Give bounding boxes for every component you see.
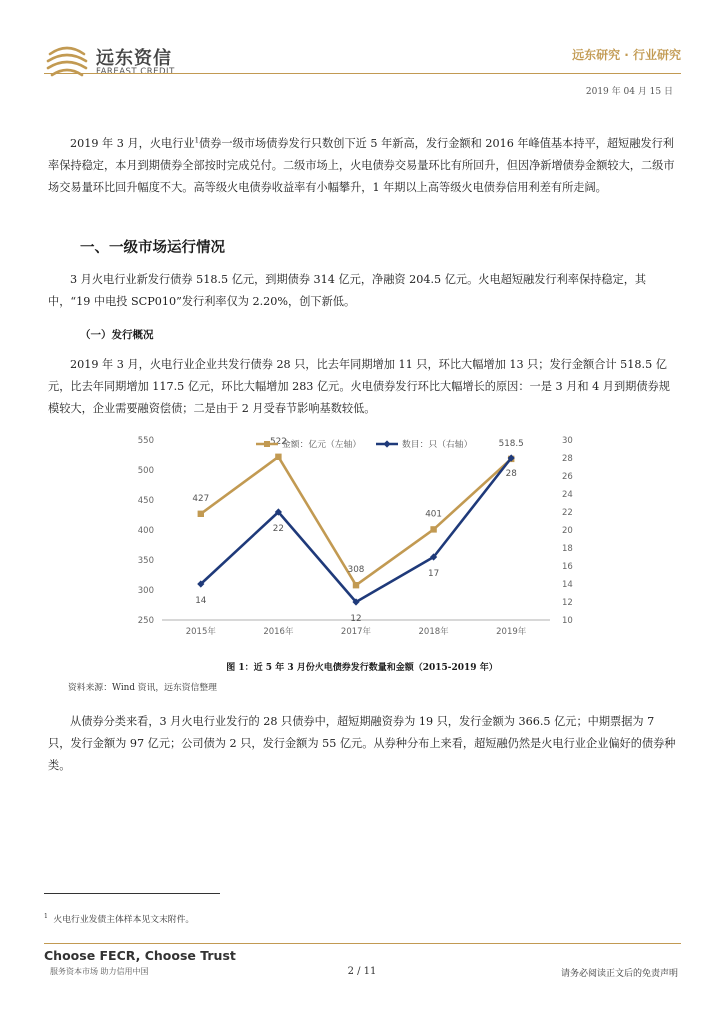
issuance-line-chart bbox=[130, 430, 600, 645]
x-tick-label: 2015年 bbox=[185, 627, 216, 637]
section-paragraph: 3 月火电行业新发行债券 518.5 亿元，到期债券 314 亿元，净融资 204.5 亿元。火电超短融发行利率保持稳定，其中，“19 中电投 SCP010”发行利率仅为 2.20%，创下新低。 bbox=[48, 273, 647, 308]
bond-type-paragraph: 从债券分类来看，3 月火电行业发行的 28 只债券中，超短期融资券为 19 只，发行金额为 366.5 亿元；中期票据为 7 只，发行金额为 97 亿元；公司债为 2 只，发行金额为 55 亿元。从券种分布上来看，超短融仍然是火电行业企业偏好的债券种类。 bbox=[48, 715, 676, 772]
series-marker-1 bbox=[198, 511, 204, 517]
amount-data-label: 522 bbox=[270, 436, 287, 447]
footer-subtitle: 服务资本市场 助力信用中国 bbox=[50, 967, 149, 976]
report-section-label: 远东研究 · 行业研究 bbox=[572, 48, 681, 62]
company-logo bbox=[44, 40, 209, 80]
footnote-reference: 1 bbox=[194, 136, 200, 145]
x-tick-label: 2017年 bbox=[340, 627, 372, 637]
amount-data-label: 427 bbox=[192, 493, 210, 504]
y-right-tick-label: 22 bbox=[562, 508, 573, 518]
y-right-tick-label: 30 bbox=[562, 436, 573, 446]
section-heading: 一、一级市场运行情况 bbox=[80, 240, 225, 256]
footer-disclaimer: 请务必阅读正文后的免责声明 bbox=[560, 969, 678, 979]
y-right-tick-label: 20 bbox=[562, 526, 573, 536]
y-left-tick-label: 350 bbox=[137, 556, 154, 566]
subsection-paragraph: 2019 年 3 月，火电行业企业共发行债券 28 只，比去年同期增加 11 只，环比大幅增加 13 只；发行金额合计 518.5 亿元，比去年同期增加 117.5 亿元，环比大幅增加 283 亿元。火电债券发行环比大幅增长的原因：一是 3 月和 4 月到期债券规模较大，企业需要融资偿债；二是由于 2 月受春节影响基数较低。 bbox=[48, 358, 670, 415]
legend-marker-1 bbox=[264, 441, 270, 447]
y-left-tick-label: 500 bbox=[137, 466, 154, 476]
y-right-tick-label: 24 bbox=[562, 490, 573, 500]
header-divider bbox=[44, 73, 681, 74]
amount-data-label: 308 bbox=[347, 565, 365, 576]
series-marker-1 bbox=[275, 454, 281, 460]
footnote-divider bbox=[44, 893, 220, 894]
y-right-tick-label: 28 bbox=[562, 454, 573, 464]
legend-marker-2 bbox=[383, 440, 390, 447]
page-number: 2 / 11 bbox=[347, 966, 377, 977]
legend-label-2: 数目：只（右轴） bbox=[402, 440, 473, 450]
count-data-label: 28 bbox=[505, 469, 517, 479]
x-tick-label: 2016年 bbox=[263, 627, 294, 637]
report-date: 2019 年 04 月 15 日 bbox=[585, 87, 673, 97]
intro-paragraph bbox=[48, 133, 678, 199]
footnote-number: 1 bbox=[44, 913, 48, 921]
y-right-tick-label: 18 bbox=[562, 544, 573, 554]
logo-mark-icon bbox=[44, 40, 90, 80]
series-marker-1 bbox=[353, 582, 359, 588]
y-right-tick-label: 26 bbox=[562, 472, 573, 482]
x-tick-label: 2019年 bbox=[496, 627, 527, 637]
y-left-tick-label: 550 bbox=[137, 436, 154, 446]
footnote-text: 火电行业发债主体样本见文末附件。 bbox=[53, 915, 195, 925]
footer-slogan: Choose FECR, Choose Trust bbox=[44, 948, 236, 963]
series-marker-1 bbox=[430, 526, 436, 532]
intro-text-rest: 债券一级市场债券发行只数创下近 5 年新高，发行金额和 2016 年峰值基本持平，超短融发行利率保持稳定，本月到期债券全部按时完成兑付。二级市场上，火电债券交易量环比有所回升，但因净新增债券金额较大，二级市场交易量环比回升幅度不大。高等级火电债券收益率有小幅攀升，1 年期以上高等级火电债券信用利差有所走阔。 bbox=[48, 137, 675, 194]
y-right-tick-label: 10 bbox=[562, 616, 573, 626]
x-tick-label: 2018年 bbox=[418, 627, 449, 637]
amount-data-label: 401 bbox=[425, 509, 442, 520]
count-data-label: 12 bbox=[350, 614, 362, 624]
count-data-label: 22 bbox=[272, 524, 285, 534]
count-data-label: 17 bbox=[427, 569, 440, 579]
intro-text-start: 2019 年 3 月，火电行业 bbox=[70, 137, 195, 150]
y-right-tick-label: 16 bbox=[562, 562, 573, 572]
figure-caption: 图 1：近 5 年 3 月份火电债券发行数量和金额（2015-2019 年） bbox=[226, 663, 498, 673]
logo-english-name: FAREAST CREDIT bbox=[96, 67, 175, 77]
figure-source: 资料来源：Wind 资讯，远东资信整理 bbox=[68, 683, 217, 693]
y-left-tick-label: 450 bbox=[137, 496, 154, 506]
footnote bbox=[44, 912, 194, 925]
subsection-heading: （一）发行概况 bbox=[80, 329, 154, 341]
amount-data-label: 518.5 bbox=[498, 438, 524, 449]
y-left-tick-label: 250 bbox=[137, 616, 154, 626]
y-left-tick-label: 400 bbox=[137, 526, 154, 536]
count-data-label: 14 bbox=[195, 596, 207, 606]
footer-divider bbox=[44, 943, 681, 944]
y-right-tick-label: 14 bbox=[562, 580, 573, 590]
y-right-tick-label: 12 bbox=[562, 598, 573, 608]
logo-chinese-name: 远东资信 bbox=[96, 48, 172, 69]
y-left-tick-label: 300 bbox=[137, 586, 154, 596]
legend-label-1: 金额：亿元（左轴） bbox=[282, 440, 362, 450]
